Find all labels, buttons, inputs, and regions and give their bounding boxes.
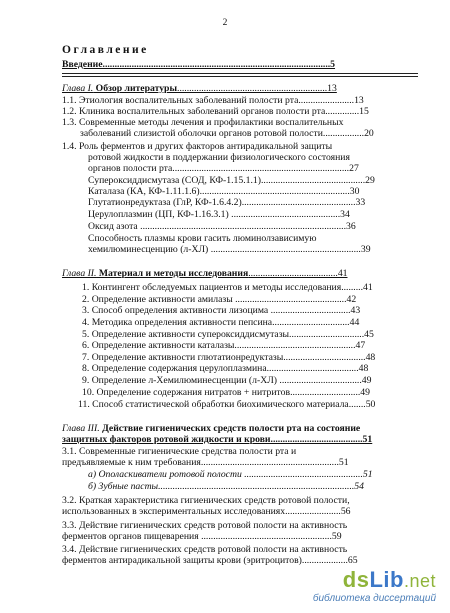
toc-entry: заболеваний слизистой оболочки органов ротовой полости.................20 xyxy=(80,128,374,139)
toc-entry: 1.4. Роль ферментов и других факторов антирадикальной защиты xyxy=(62,141,333,152)
toc-entry: Супероксиддисмутаза (СОД, КФ-1.15.1.1)...........................................29 xyxy=(88,175,375,186)
toc-entry: органов полости рта.........................................................................27 xyxy=(88,163,359,174)
toc-entry: Оксид азота .....................................................................................36 xyxy=(88,221,356,232)
toc-entry: защитных факторов ротовой жидкости и крови......................................51 xyxy=(62,434,373,445)
toc-entry: 3. Способ определения активности лизоцима .................................43 xyxy=(82,305,361,316)
watermark-subtitle: библиотека диссертаций xyxy=(312,593,436,604)
toc-entry: 9. Определение л-Хемилюминесценции (л-ХЛ) ..................................49 xyxy=(82,375,372,386)
toc-entry: Глава III. Действие гигиенических средств полости рта на состояние xyxy=(62,423,361,434)
toc-entry: а) Ополаскиватели ротовой полости .................................................51 xyxy=(88,469,373,480)
watermark xyxy=(313,569,436,605)
toc-entry: Введение..............................................................................................5 xyxy=(62,59,336,70)
heading-rule-top xyxy=(62,73,418,74)
toc-entry: хемилюминесценцию (л-ХЛ) ..............................................................39 xyxy=(88,244,371,255)
toc-entry: Глава I. Обзор литературы..............................................................13 xyxy=(62,83,337,94)
toc-entry: 2. Определение активности амилазы ..............................................42 xyxy=(82,294,357,305)
toc-entry: 1.3. Современные методы лечения и профилактики воспалительных xyxy=(62,117,344,128)
page-number: 2 xyxy=(222,18,228,28)
toc-entry: 3.3. Действие гигиенических средств ротовой полости на активность xyxy=(62,520,348,531)
toc-entry: 4. Методика определения активности пепсина................................44 xyxy=(82,317,360,328)
toc-entry: Глутатионредуктаза (ГлР, КФ-1.6.4.2)...............................................33 xyxy=(88,197,366,208)
toc-entry: Глава II. Материал и методы исследования.....................................41 xyxy=(62,268,348,279)
toc-entry: Церулоплазмин (ЦП, КФ-1.16.3.1) .............................................34 xyxy=(88,209,350,220)
toc-entry: 10. Определение содержания нитратов + нитритов.............................49 xyxy=(82,387,370,398)
toc-entry: Способность плазмы крови гасить люминолзависимую xyxy=(88,233,317,244)
toc-entry: ротовой жидкости в поддержании физиологического состояния xyxy=(88,152,350,163)
toc-entry: предъявляемые к ним требования.........................................................51 xyxy=(62,457,349,468)
toc-entry: 7. Определение активности глютатионредуктазы..................................48 xyxy=(82,352,376,363)
toc-entry: 3.4. Действие гигиенических средств ротовой полости на активность xyxy=(62,544,348,555)
toc-entry: 3.1. Современные гигиенические средства полости рта и xyxy=(62,446,297,457)
toc-entry: Каталаза (КА, КФ-1.11.1.6)..............................................................30 xyxy=(88,186,360,197)
heading-rule-bottom xyxy=(62,76,418,77)
toc-entry: ферментов органов пищеварения ......................................................59 xyxy=(62,531,342,542)
toc-entry: 5. Определение активности супероксиддисмутазы...............................45 xyxy=(82,329,374,340)
watermark-logo: dsLib.net xyxy=(342,567,436,592)
toc-entry: 1.1. Этиология воспалительных заболеваний полости рта.......................13 xyxy=(62,95,364,106)
toc-entry: 1. Контингент обследуемых пациентов и методы исследования.........41 xyxy=(82,282,373,293)
toc-entry: 11. Способ статистической обработки биохимического материала.......50 xyxy=(78,399,376,410)
toc-entry: 1.2. Клиника воспалительных заболеваний органов полости рта..............15 xyxy=(62,106,369,117)
toc-entry: 6. Определение активности каталазы..................................................47 xyxy=(82,340,366,351)
toc-entry: использованных в экспериментальных исследованиях.......................56 xyxy=(62,506,351,517)
toc-entry: ферментов антирадикальной защиты крови (эритроцитов)...................65 xyxy=(62,555,358,566)
toc-entry: 8. Определение содержания церулоплазмина......................................48 xyxy=(82,363,369,374)
toc-entry: б) Зубные пасты.................................................................................54 xyxy=(88,481,364,492)
toc-heading: Оглавление xyxy=(62,44,149,56)
toc-entry: 3.2. Краткая характеристика гигиенических средств ротовой полости, xyxy=(62,495,350,506)
